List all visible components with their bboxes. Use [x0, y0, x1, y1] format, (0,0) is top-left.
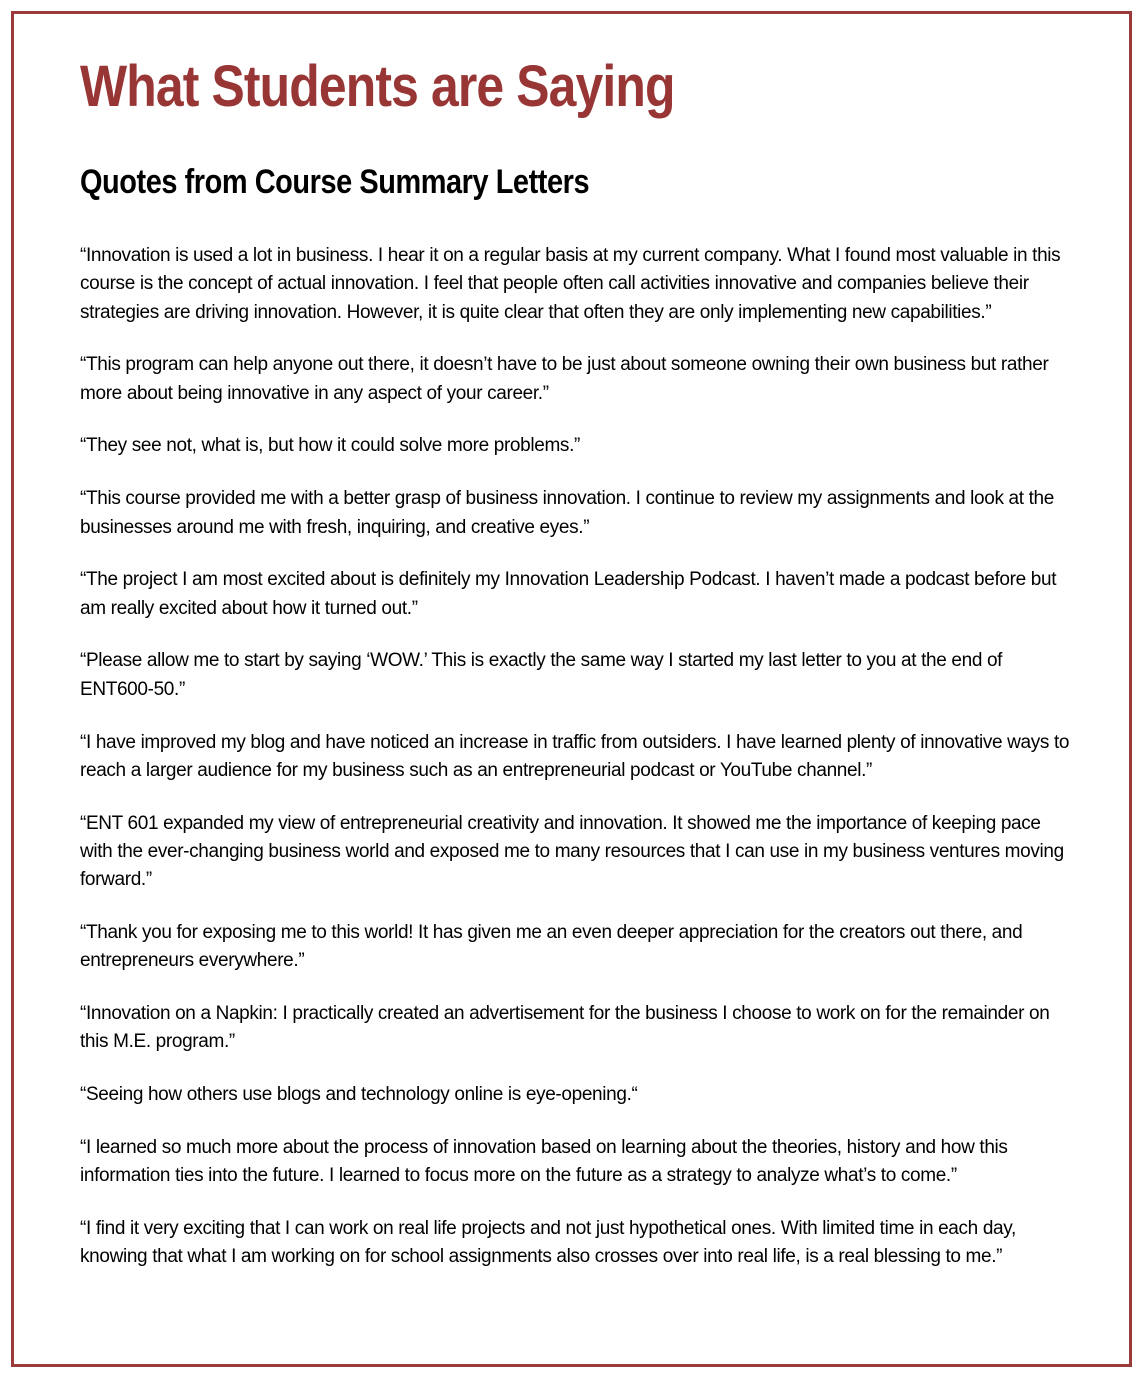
quote-12: “I learned so much more about the process of innovation based on learning about the theories, history and how this information ties into the future. I learned to focus more on the future as a strategy to analyze what’s to come.” [80, 1137, 1008, 1187]
quote-13: “I find it very exciting that I can work on real life projects and not just hypothetical ones. With limited time in each day, knowing that what I am working on for school assignments also crosses over into real life, is a real blessing to me.” [80, 1218, 1016, 1268]
quote-3: “They see not, what is, but how it could solve more problems.” [80, 435, 580, 457]
page-subtitle: Quotes from Course Summary Letters [80, 163, 590, 201]
quote-list [80, 242, 1070, 1296]
quote-9: “Thank you for exposing me to this world! It has given me an even deeper appreciation for the creators out there, and entrepreneurs everywhere.” [80, 922, 1023, 972]
page-title: What Students are Saying [80, 54, 675, 119]
quote-7: “I have improved my blog and have noticed an increase in traffic from outsiders. I have learned plenty of innovative ways to reach a larger audience for my business such as an entrepreneurial podcast or YouTube channel.” [80, 731, 1070, 781]
quote-4: “This course provided me with a better grasp of business innovation. I continue to review my assignments and look at the businesses around me with fresh, inquiring, and creative eyes.” [80, 488, 1054, 538]
quote-11: “Seeing how others use blogs and technology online is eye-opening.“ [80, 1084, 638, 1106]
quote-1: “Innovation is used a lot in business. I hear it on a regular basis at my current company. What I found most valuable in this course is the concept of actual innovation. I feel that people often call activities innovative and companies believe their strategies are driving innovation. However, it is quite clear that often they are only implementing new capabilities.” [80, 245, 1061, 323]
quote-5: “The project I am most excited about is definitely my Innovation Leadership Podcast. I haven’t made a podcast before but am really excited about how it turned out.” [80, 569, 1057, 619]
quote-2: “This program can help anyone out there, it doesn’t have to be just about someone owning their own business but rather more about being innovative in any aspect of your career.” [80, 354, 1049, 404]
quote-6: “Please allow me to start by saying ‘WOW.’ This is exactly the same way I started my last letter to you at the end of ENT600-50.” [80, 650, 1003, 700]
quote-8: “ENT 601 expanded my view of entrepreneurial creativity and innovation. It showed me the importance of keeping pace with the ever-changing business world and exposed me to many resources that I can use in my business ventures moving forward.” [80, 812, 1064, 891]
quote-10: “Innovation on a Napkin: I practically created an advertisement for the business I choose to work on for the remainder on this M.E. program.” [80, 1003, 1050, 1053]
